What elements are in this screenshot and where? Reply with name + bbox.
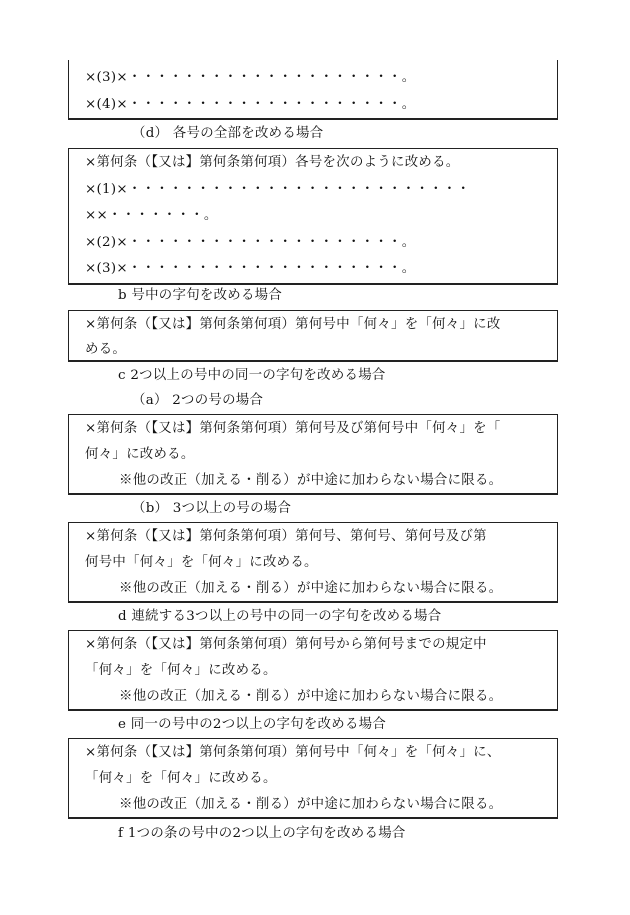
item-line: ×(3)×・・・・・・・・・・・・・・・・・・・・。 <box>85 70 416 85</box>
example-box-replace-all-items <box>68 148 558 285</box>
example-note: ※他の改正（加える・削る）が中途に加わらない場合に限る。 <box>119 689 503 704</box>
example-line: 何々」に改める。 <box>85 447 195 462</box>
section-heading-b-paren: （b） 3つ以上の号の場合 <box>132 501 292 516</box>
example-note: ※他の改正（加える・削る）が中途に加わらない場合に限る。 <box>119 473 503 488</box>
example-box-items-continued <box>68 60 558 120</box>
example-line: ×第何条（【又は】第何条第何項）第何号中「何々」を「何々」に改 <box>85 317 501 332</box>
section-heading-a-paren: （a） 2つの号の場合 <box>132 393 264 408</box>
section-heading-d-paren: （d） 各号の全部を改める場合 <box>132 126 324 141</box>
example-box-three-items <box>68 522 558 603</box>
example-line: ×(2)×・・・・・・・・・・・・・・・・・・・・。 <box>85 235 416 250</box>
example-box-item-phrase <box>68 310 558 362</box>
example-line: ×第何条（【又は】第何条第何項）第何号、第何号、第何号及び第 <box>85 529 487 544</box>
example-box-consecutive-items <box>68 630 558 711</box>
section-heading-d: d 連続する3つ以上の号中の同一の字句を改める場合 <box>118 609 442 624</box>
example-line: 何号中「何々」を「何々」に改める。 <box>85 555 318 570</box>
example-box-two-items <box>68 414 558 495</box>
example-line: ×第何条（【又は】第何条第何項）第何号及び第何号中「何々」を「 <box>85 421 501 436</box>
example-line: ×第何条（【又は】第何条第何項）第何号から第何号までの規定中 <box>85 637 487 652</box>
example-note: ※他の改正（加える・削る）が中途に加わらない場合に限る。 <box>119 581 503 596</box>
example-line: ×(3)×・・・・・・・・・・・・・・・・・・・・。 <box>85 261 416 276</box>
example-line: める。 <box>85 342 127 357</box>
example-box-multiple-phrases <box>68 738 558 819</box>
example-line: ×(1)×・・・・・・・・・・・・・・・・・・・・・・・・・ <box>85 182 471 197</box>
example-note: ※他の改正（加える・削る）が中途に加わらない場合に限る。 <box>119 797 503 812</box>
example-line: 「何々」を「何々」に改める。 <box>85 663 277 678</box>
example-line: ×第何条（【又は】第何条第何項）第何号中「何々」を「何々」に、 <box>85 745 501 760</box>
example-line: ×第何条（【又は】第何条第何項）各号を次のように改める。 <box>85 155 460 170</box>
example-line: ××・・・・・・・。 <box>85 208 218 223</box>
example-line: 「何々」を「何々」に改める。 <box>85 771 277 786</box>
section-heading-c: c 2つ以上の号中の同一の字句を改める場合 <box>118 368 386 383</box>
item-line: ×(4)×・・・・・・・・・・・・・・・・・・・・。 <box>85 97 416 112</box>
section-heading-b: b 号中の字句を改める場合 <box>118 288 283 303</box>
section-heading-f: f 1つの条の号中の2つ以上の字句を改める場合 <box>118 826 406 841</box>
section-heading-e: e 同一の号中の2つ以上の字句を改める場合 <box>118 717 387 732</box>
